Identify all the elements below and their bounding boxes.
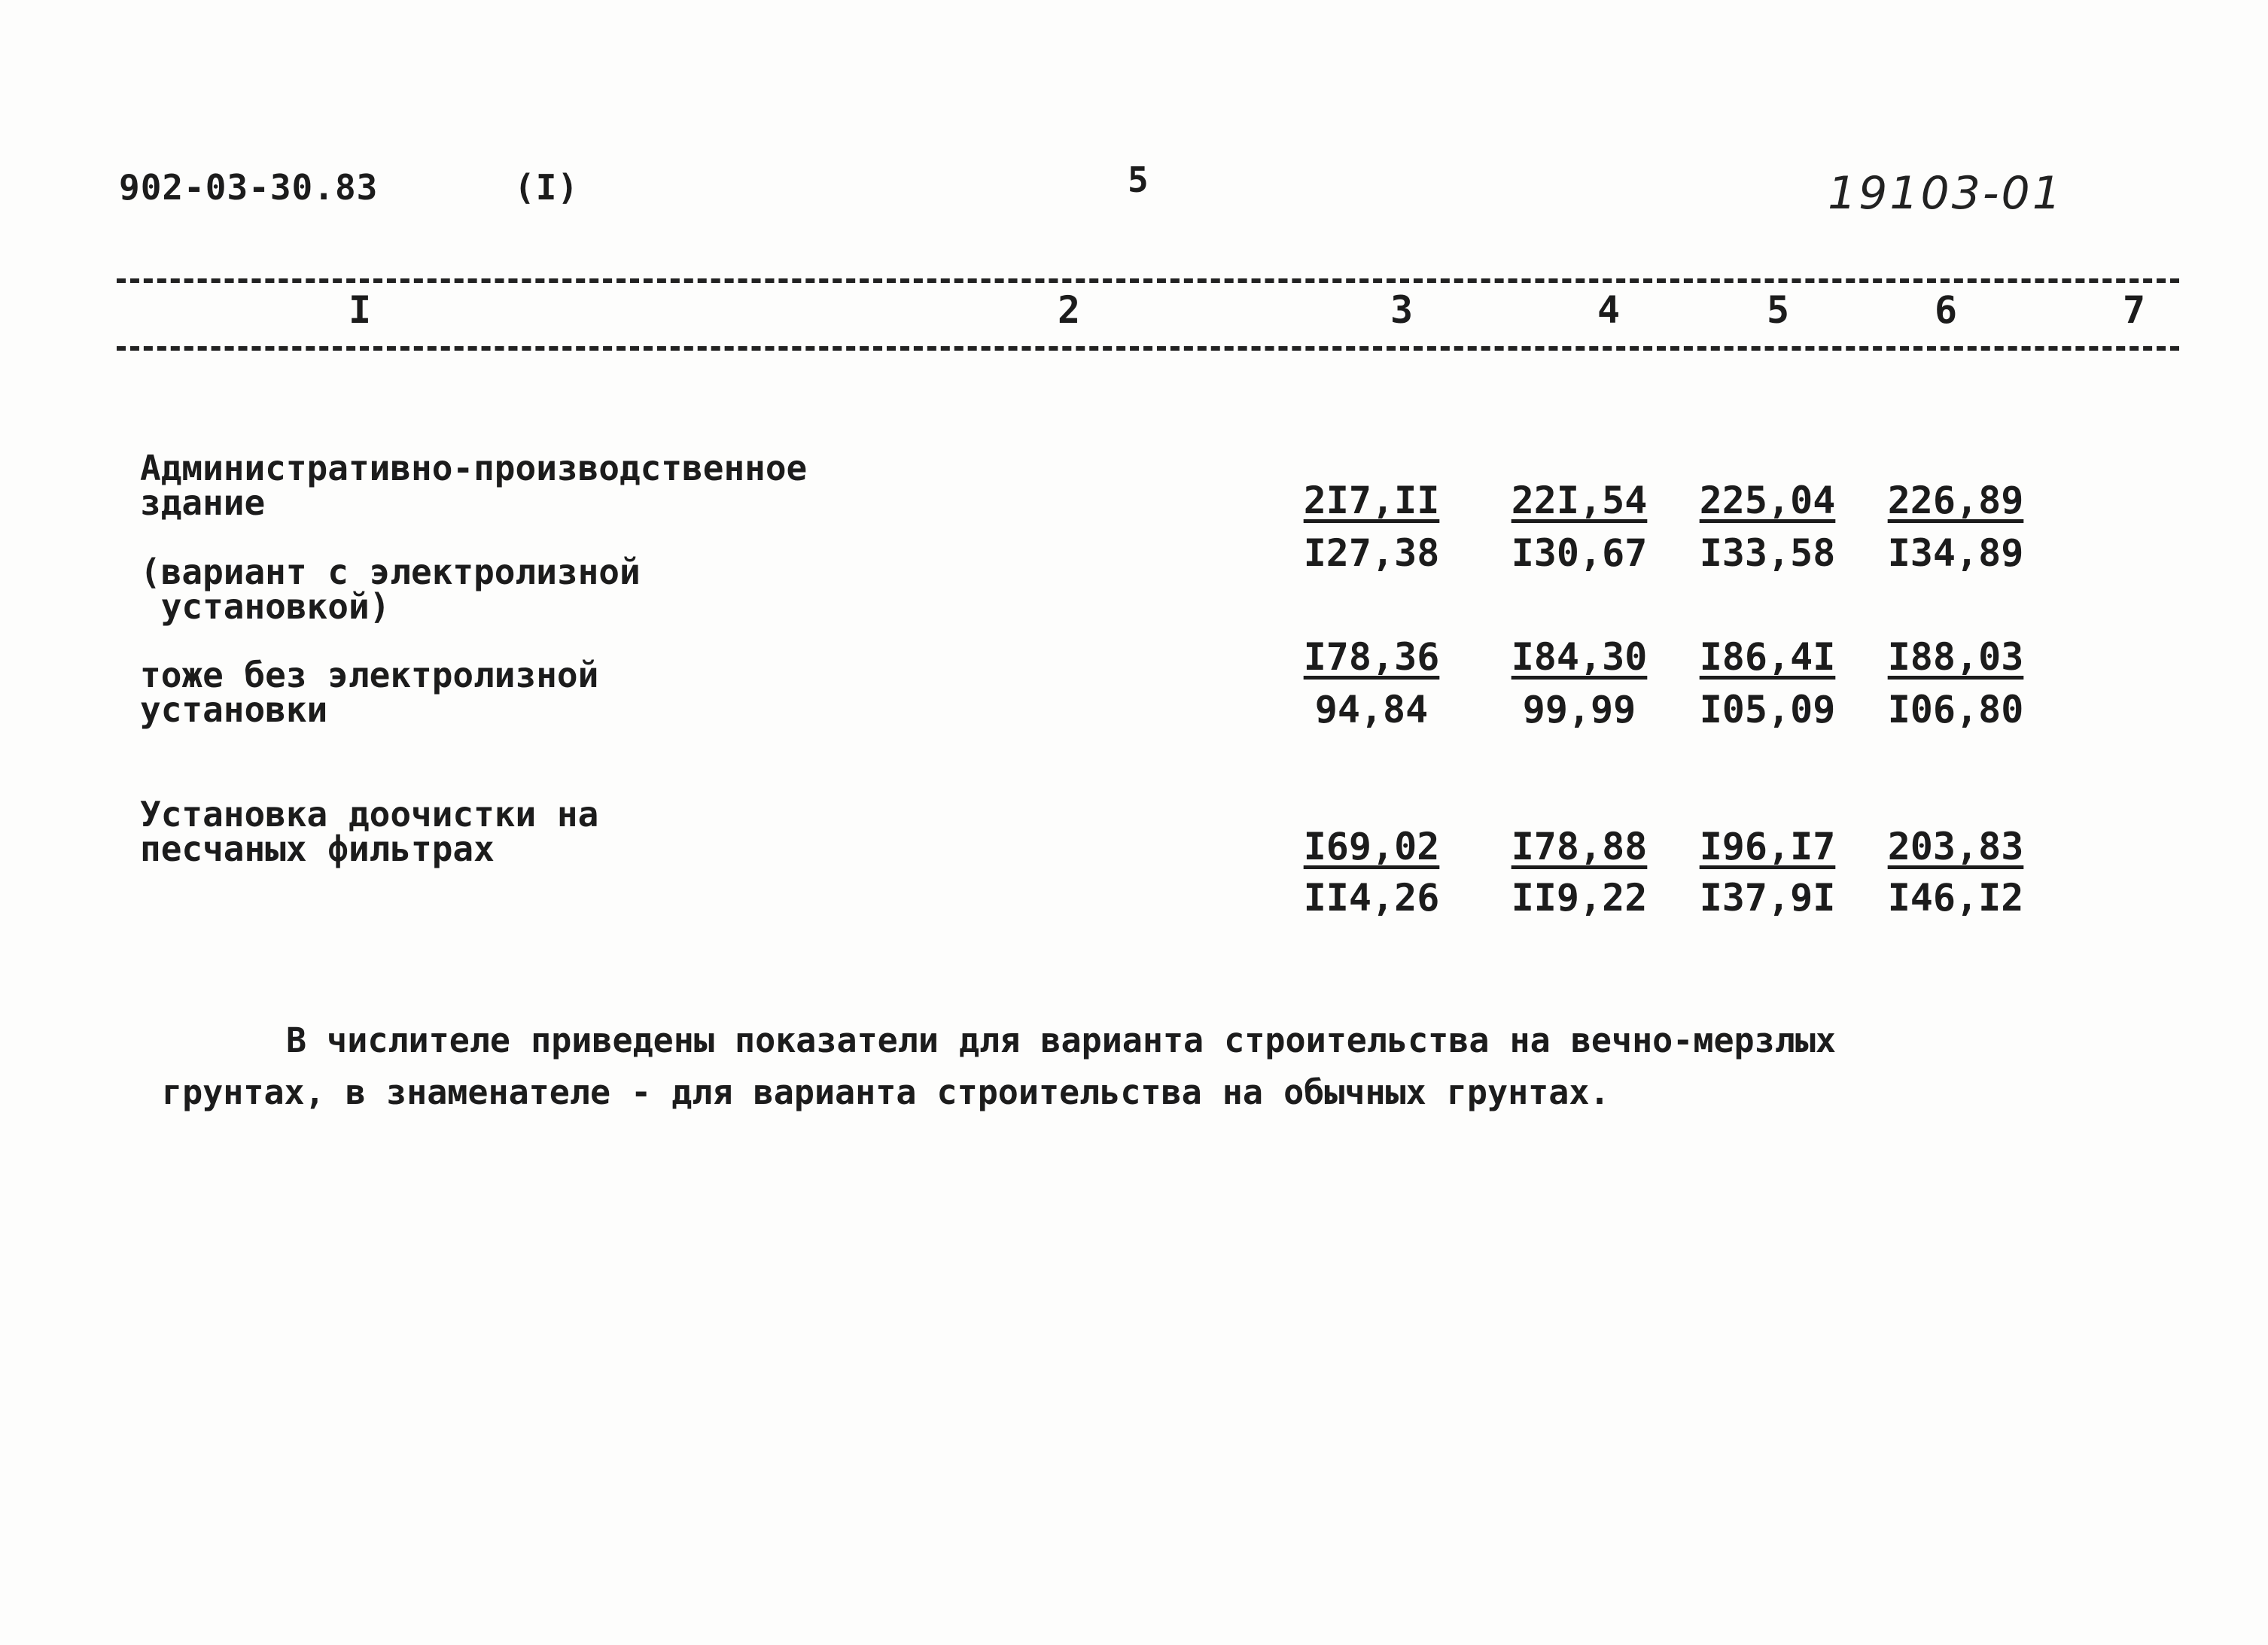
column-number-7: 7 — [2122, 288, 2146, 332]
denominator-value: I27,38 — [1303, 531, 1440, 575]
denominator-value: I06,80 — [1887, 688, 2024, 731]
column-number-6: 6 — [1934, 288, 1958, 332]
denominator-value: I30,67 — [1511, 531, 1648, 575]
numerator-value: 22I,54 — [1511, 479, 1648, 522]
header-rule-bottom — [117, 346, 2179, 351]
denominator-value: 99,99 — [1522, 688, 1636, 731]
numerator-value: 225,04 — [1699, 479, 1836, 522]
row-label: Административно-производственное — [140, 448, 808, 488]
numerator-value: I88,03 — [1887, 635, 2024, 679]
column-number-2: 2 — [1057, 288, 1081, 332]
footnote-line-2: грунтах, в знаменателе - для варианта строительства на обычных грунтах. — [162, 1072, 1610, 1112]
column-number-4: 4 — [1597, 288, 1621, 332]
row-label: тоже без электролизной — [140, 655, 599, 695]
handwritten-stamp: 19103-01 — [1828, 167, 2063, 220]
page-number: 5 — [1128, 160, 1149, 200]
column-number-1: I — [348, 288, 372, 332]
row-label: здание — [140, 482, 266, 523]
numerator-value: I69,02 — [1303, 825, 1440, 868]
denominator-value: I34,89 — [1887, 531, 2024, 575]
column-number-5: 5 — [1766, 288, 1790, 332]
denominator-value: I37,9I — [1699, 876, 1836, 920]
numerator-value: 2I7,II — [1303, 479, 1440, 522]
row-label: установки — [140, 689, 328, 730]
denominator-value: I46,I2 — [1887, 876, 2024, 920]
part-number: (I) — [514, 167, 580, 208]
numerator-value: 203,83 — [1887, 825, 2024, 868]
denominator-value: II9,22 — [1511, 876, 1648, 920]
denominator-value: I33,58 — [1699, 531, 1836, 575]
numerator-value: I78,36 — [1303, 635, 1440, 679]
denominator-value: I05,09 — [1699, 688, 1836, 731]
numerator-value: 226,89 — [1887, 479, 2024, 522]
row-label: (вариант с электролизной — [140, 552, 641, 592]
numerator-value: I84,30 — [1511, 635, 1648, 679]
row-label: песчаных фильтрах — [140, 829, 495, 869]
header-rule-top — [117, 278, 2179, 283]
denominator-value: 94,84 — [1314, 688, 1429, 731]
doc-code: 902-03-30.83 — [119, 167, 379, 208]
numerator-value: I86,4I — [1699, 635, 1836, 679]
numerator-value: I78,88 — [1511, 825, 1648, 868]
denominator-value: II4,26 — [1303, 876, 1440, 920]
numerator-value: I96,I7 — [1699, 825, 1836, 868]
footnote-line-1: В числителе приведены показатели для варианта строительства на вечно-мерзлых — [286, 1020, 1837, 1060]
row-label: установкой) — [140, 586, 391, 627]
column-number-3: 3 — [1390, 288, 1414, 332]
row-label: Установка доочистки на — [140, 794, 599, 835]
